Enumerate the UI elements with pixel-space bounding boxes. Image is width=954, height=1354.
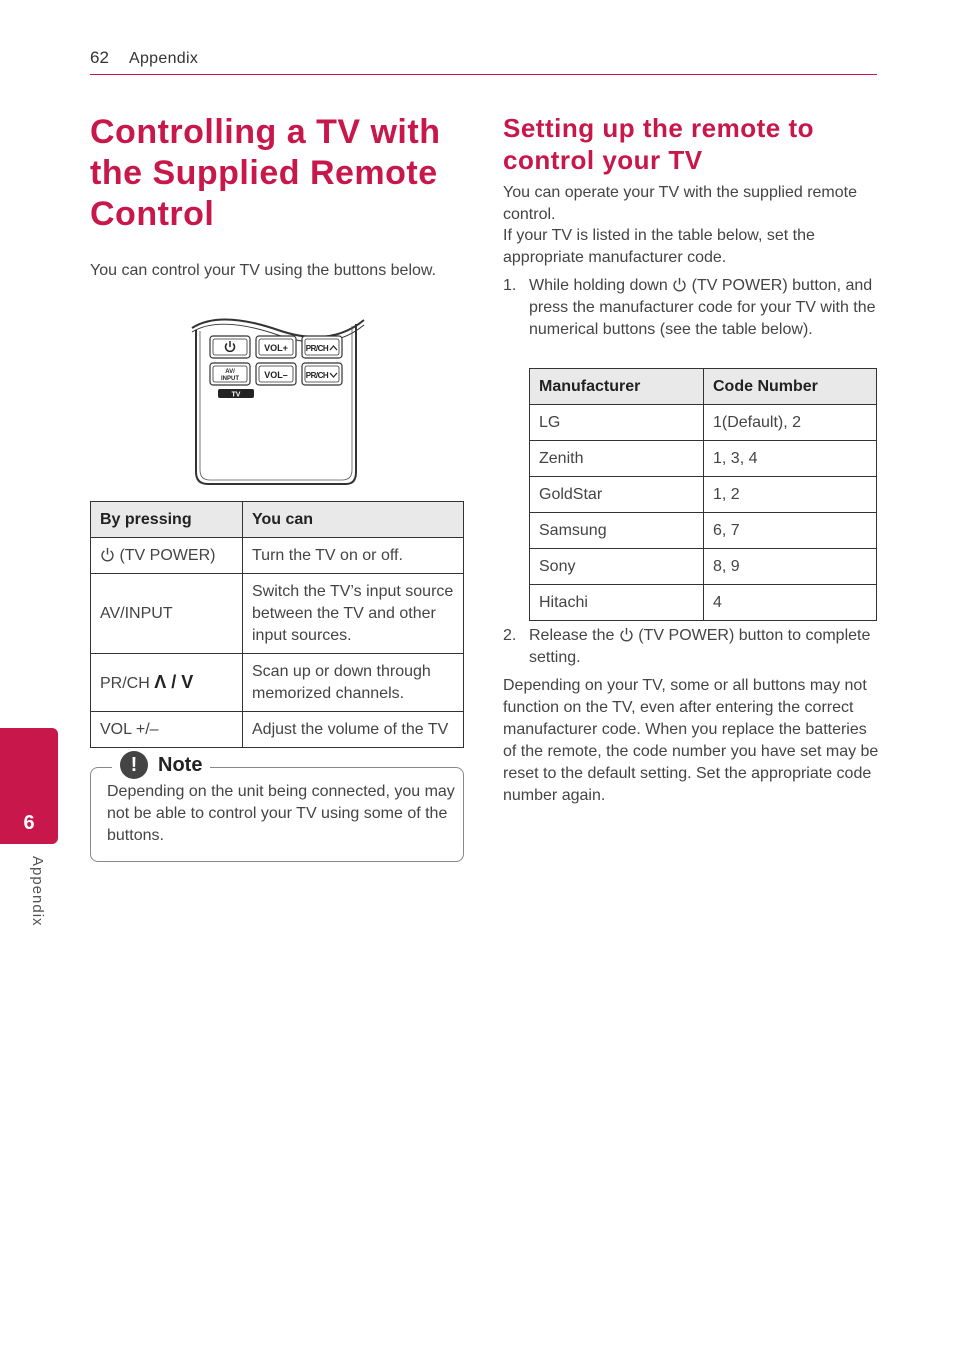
- remote-tv-label: TV: [231, 391, 241, 399]
- remote-prch-up-label: PR/CH: [305, 344, 329, 353]
- table-row: [530, 405, 877, 441]
- step-text-after: (TV POWER) button, and press the manufacturer code for your TV with the numerical buttons (see the table below).: [529, 277, 876, 338]
- col-header-code-number: Code Number: [704, 369, 877, 405]
- manufacturer-cell: Hitachi: [530, 585, 704, 621]
- code-cell: 8, 9: [704, 549, 877, 585]
- button-function-table: [90, 501, 464, 748]
- step-2: [503, 625, 877, 669]
- manufacturer-cell: GoldStar: [530, 477, 704, 513]
- step-text: [529, 275, 877, 341]
- manufacturer-cell: Zenith: [530, 441, 704, 477]
- section-title: Setting up the remote to control your TV: [503, 113, 814, 175]
- table-row: [91, 574, 464, 654]
- press-cell: [91, 654, 243, 712]
- table-row: [530, 585, 877, 621]
- up-down-symbol: Λ / V: [154, 671, 194, 692]
- table-row: [91, 712, 464, 748]
- col-header-by-pressing: By pressing: [91, 502, 243, 538]
- manufacturer-cell: Samsung: [530, 513, 704, 549]
- press-label: (TV POWER): [119, 546, 216, 564]
- manufacturer-code-table: [529, 368, 877, 621]
- table-row: [530, 477, 877, 513]
- paragraph: You can operate your TV with the supplied remote control.: [503, 184, 857, 223]
- remote-prch-down-label: PR/CH: [305, 371, 329, 380]
- manufacturer-cell: Sony: [530, 549, 704, 585]
- power-icon: [619, 627, 634, 642]
- page-number: 62: [90, 48, 109, 67]
- step-text-before: Release the: [529, 627, 615, 644]
- power-icon: [100, 547, 115, 562]
- page-title: Controlling a TV with the Supplied Remote Control: [90, 113, 441, 233]
- note-title: Note: [158, 753, 203, 776]
- code-cell: 4: [704, 585, 877, 621]
- code-cell: 1(Default), 2: [704, 405, 877, 441]
- header-rule: [90, 74, 877, 75]
- note-text: Depending on the unit being connected, you may not be able to control your TV using some of the buttons.: [107, 783, 455, 844]
- header-section: Appendix: [129, 50, 199, 67]
- action-cell: Turn the TV on or off.: [243, 538, 464, 574]
- col-header-manufacturer: Manufacturer: [530, 369, 704, 405]
- step-number: 1.: [503, 277, 517, 294]
- press-cell: [91, 538, 243, 574]
- step-1: [503, 275, 877, 341]
- code-cell: 6, 7: [704, 513, 877, 549]
- intro-text: You can control your TV using the buttons below.: [90, 262, 437, 279]
- code-cell: 1, 3, 4: [704, 441, 877, 477]
- step-number: 2.: [503, 627, 517, 644]
- press-label: PR/CH: [100, 674, 150, 692]
- step-text: [529, 625, 877, 669]
- action-cell: Switch the TV’s input source between the TV and other input sources.: [243, 574, 464, 654]
- table-header-row: [530, 369, 877, 405]
- table-row: [530, 549, 877, 585]
- step-text-after: (TV POWER) button to complete setting.: [529, 627, 871, 666]
- chapter-label: Appendix: [29, 856, 46, 927]
- remote-illustration: [190, 312, 366, 488]
- remote-vol-up-label: VOL+: [264, 343, 288, 353]
- remote-input-label: INPUT: [221, 376, 239, 382]
- chapter-number: 6: [23, 812, 35, 834]
- col-header-you-can: You can: [243, 502, 464, 538]
- paragraph: If your TV is listed in the table below, set the appropriate manufacturer code.: [503, 227, 815, 266]
- table-row: [91, 538, 464, 574]
- table-header-row: [91, 502, 464, 538]
- action-cell: Scan up or down through memorized channels.: [243, 654, 464, 712]
- exclamation-icon: !: [120, 751, 148, 779]
- paragraph: Depending on your TV, some or all buttons may not function on the TV, even after entering the correct manufacturer code. When you replace the batteries of the remote, the code number you have set may be reset to the default setting. Set the appropriate code number again.: [503, 677, 879, 804]
- table-row: [530, 441, 877, 477]
- remote-vol-down-label: VOL–: [264, 370, 288, 380]
- remote-av-label: AV/: [225, 369, 235, 375]
- note-header: [112, 750, 210, 780]
- manufacturer-cell: LG: [530, 405, 704, 441]
- action-cell: Adjust the volume of the TV: [243, 712, 464, 748]
- table-row: [530, 513, 877, 549]
- table-row: [91, 654, 464, 712]
- code-cell: 1, 2: [704, 477, 877, 513]
- press-cell: AV/INPUT: [91, 574, 243, 654]
- step-text-before: While holding down: [529, 277, 668, 294]
- press-cell: VOL +/–: [91, 712, 243, 748]
- power-icon: [672, 277, 687, 292]
